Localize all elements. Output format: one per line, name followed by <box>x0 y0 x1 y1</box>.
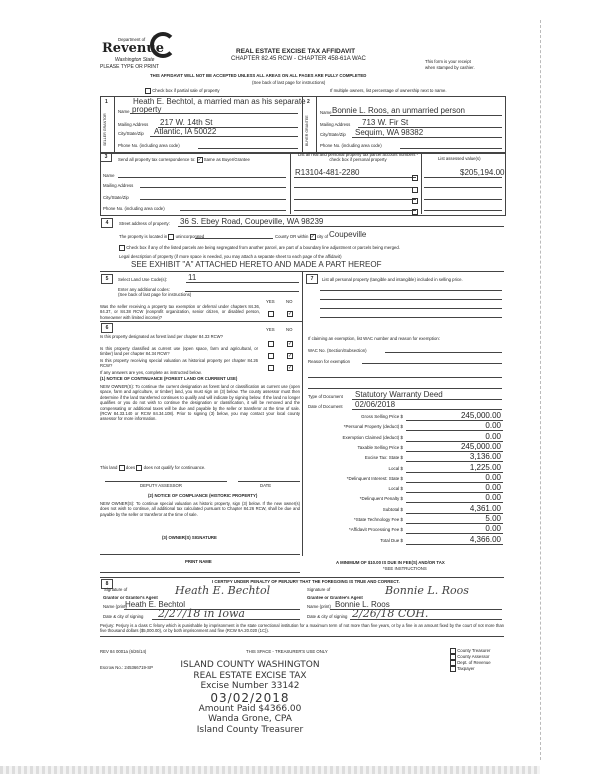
label: Name (print) <box>307 604 331 609</box>
section-number: 4 <box>101 218 113 228</box>
form-title: REAL ESTATE EXCISE TAX AFFIDAVIT <box>236 48 356 55</box>
stamp-line: Island County Treasurer <box>196 724 304 735</box>
line <box>294 187 416 188</box>
line <box>352 137 502 138</box>
seller-mailing-address[interactable]: 217 W. 14th St <box>160 118 213 127</box>
label: Check box if any of the listed parcels are being segregated from another parcel, are part of a boundary line adjustment or parcels being merged. <box>126 245 400 251</box>
fee-label: *Personal Property (deduct) $ <box>343 424 403 430</box>
notice-2-title: (2) NOTICE OF COMPLIANCE (HISTORIC PROPERTY) <box>148 493 258 498</box>
label: Same as Buyer/Grantee <box>203 157 250 163</box>
line <box>100 321 302 322</box>
owner-signature-label: (3) OWNER(S) SIGNATURE <box>162 535 217 540</box>
label: Type of Document <box>308 394 343 399</box>
label: If any answers are yes, complete as instructed below. <box>100 370 202 375</box>
seller-city-state-zip[interactable]: Atlantic, IA 50022 <box>154 127 217 136</box>
land-use-code[interactable]: 11 <box>188 273 197 282</box>
label: If claiming an exemption, list WAC number and reason for exemption: <box>308 336 440 341</box>
revenue-logo-icon <box>150 32 176 58</box>
owner-signature-field[interactable] <box>100 554 300 555</box>
section-number: 2 <box>307 99 310 105</box>
line <box>330 115 502 116</box>
certification: I CERTIFY UNDER PENALTY OF PERJURY THAT THE FOREGOING IS TRUE AND CORRECT. <box>212 579 400 584</box>
print-name-label: PRINT NAME <box>185 559 212 564</box>
parcel-header: List all real and personal property tax parcel account numbers - check box if personal property <box>297 152 419 162</box>
fee-value[interactable]: 4,361.00 <box>469 503 501 513</box>
stamp-line: REAL ESTATE EXCISE TAX <box>193 670 307 681</box>
personal-property-line[interactable] <box>320 308 502 309</box>
copy-label: County Assessor <box>457 654 490 660</box>
logo-department: Department of <box>118 37 146 42</box>
segregated-row <box>119 245 400 251</box>
line <box>186 282 299 283</box>
notice-2-text: NEW OWNER(S): To continue special valuation as historic property, sign (3) below. If the new owner(s) does not wish to continue, all additional tax calculated pursuant to Chapter 84.26 RCW, shall be due and payable by the seller or transferor at the time of sale. <box>100 501 300 517</box>
section-number: 7 <box>306 274 318 284</box>
fee-value[interactable]: 0.00 <box>485 524 501 534</box>
line <box>294 199 416 200</box>
fee-label: Local $ <box>388 465 403 471</box>
label: Grantee or Grantee's Agent <box>307 595 363 600</box>
correspondence-mail-field[interactable] <box>140 187 286 188</box>
buyer-name[interactable]: Bonnie L. Roos, an unmarried person <box>332 106 465 115</box>
label: Reason for exemption <box>308 359 351 364</box>
line <box>294 177 416 178</box>
line <box>294 210 416 211</box>
partial-sale-row <box>145 88 220 94</box>
sec6-question: Is this property designated as forest land per chapter 84.33 RCW? <box>100 334 223 339</box>
line <box>152 619 300 620</box>
label: County OR within <box>275 234 309 240</box>
divider <box>316 96 317 152</box>
segregated-checkbox[interactable] <box>119 245 125 251</box>
label: Street address of property: <box>119 221 170 226</box>
label: YES <box>266 327 275 332</box>
label: does not qualify for continuance. <box>143 465 206 471</box>
label: YES <box>266 299 275 304</box>
personal-property-line[interactable] <box>320 317 502 318</box>
label: Date & city of signing <box>103 614 144 619</box>
logo-revenue: Revenue <box>102 41 165 56</box>
copy-label: Taxpayer <box>457 666 475 672</box>
deputy-assessor-signature[interactable] <box>105 481 227 482</box>
fee-value[interactable]: 0.00 <box>485 472 501 482</box>
additional-codes-field[interactable] <box>185 291 299 292</box>
print-name-field[interactable] <box>100 572 300 573</box>
see-instructions-note: *SEE INSTRUCTIONS <box>383 566 427 571</box>
city-row <box>275 234 328 240</box>
fee-label: *Delinquent Interest: State $ <box>346 475 403 481</box>
label: DATE <box>260 483 272 488</box>
fee-label: Subtotal $ <box>382 506 403 512</box>
no-checkbox[interactable]: ✓ <box>288 310 293 317</box>
label: Legal description of property (if more space is needed, you may attach a separate sheet to each page of the affidavit) <box>119 254 342 259</box>
wac-number-field[interactable] <box>385 352 502 353</box>
assessed-value-header: List assessed value(s) <box>438 156 481 161</box>
no-checkbox[interactable]: ✓ <box>288 340 293 347</box>
scan-edge <box>540 20 541 760</box>
property-city[interactable]: Coupeville <box>329 230 367 239</box>
label: Name <box>118 109 130 114</box>
legal-description[interactable]: SEE EXHIBIT "A" ATTACHED HERETO AND MADE A PART HEREOF <box>131 260 382 269</box>
seller-name-line1[interactable]: Heath E. Bechtol, a married man as his separate <box>133 97 306 106</box>
grantee-print-name[interactable]: Bonnie L. Roos <box>335 600 390 609</box>
treasurer-stamp <box>170 660 330 735</box>
label: City/State/Zip <box>320 132 346 137</box>
fee-value[interactable]: 245,000.00 <box>460 411 501 420</box>
no-checkbox[interactable]: ✓ <box>288 364 293 371</box>
label: NO <box>286 299 293 304</box>
treasurer-use-label: THIS SPACE - TREASURER'S USE ONLY <box>246 649 328 654</box>
form-subtitle: CHAPTER 82.45 RCW - CHAPTER 458-61A WAC <box>231 56 366 62</box>
line <box>178 226 504 227</box>
copy-label: County Treasurer <box>457 648 491 654</box>
receipt-note-2: when stamped by cashier. <box>425 65 475 70</box>
fee-label: Exemption Claimed (deduct) $ <box>342 434 403 440</box>
does-not-checkbox[interactable] <box>136 465 142 471</box>
stamp-line: Wanda Grone, CPA <box>208 714 292 724</box>
grantee-signature[interactable]: Bonnie L. Roos <box>385 584 469 597</box>
fee-value[interactable]: 245,000.00 <box>460 441 501 451</box>
label: City/State/Zip <box>118 131 144 136</box>
escrow-number: Escrow No.: 245366719-SP <box>100 665 154 670</box>
grantor-date-city[interactable]: 2/27/18 in Iowa <box>158 607 245 620</box>
same-as-buyer-checkbox[interactable]: ✓ <box>197 157 202 163</box>
line <box>424 187 502 188</box>
does-checkbox[interactable] <box>119 465 125 471</box>
document-type[interactable]: Statutory Warranty Deed <box>355 390 443 399</box>
divider <box>421 152 422 214</box>
grantee-date-city[interactable]: 2/26/18 COH. <box>352 607 429 620</box>
line <box>352 409 502 410</box>
label: Signature of <box>307 587 331 592</box>
copy-checkbox-row[interactable] <box>450 666 475 672</box>
label: WAC No. (Section/Subsection) <box>308 348 367 353</box>
assessed-value[interactable]: $205,194.00 <box>460 168 505 177</box>
label: Date of Document <box>308 404 343 409</box>
section-number: 1 <box>105 99 108 105</box>
correspondence-name-field[interactable] <box>118 177 286 178</box>
line <box>308 377 502 378</box>
line <box>100 577 504 578</box>
line <box>424 210 502 211</box>
fee-label: *Affidavit Processing Fee $ <box>349 527 403 533</box>
fee-value[interactable]: 0.00 <box>485 431 501 441</box>
exemption-reason-field[interactable] <box>362 363 502 364</box>
line <box>308 388 502 389</box>
fee-value[interactable]: 0.00 <box>485 483 501 493</box>
label: This land <box>100 465 118 471</box>
label: (See back of last page for instructions) <box>118 292 192 297</box>
label: NO <box>286 327 293 332</box>
label: Enter any additional codes: <box>118 287 170 292</box>
stamp-line: Excise Number 33142 <box>200 681 300 691</box>
partial-sale-checkbox[interactable] <box>145 88 151 94</box>
fee-value[interactable]: 0.00 <box>485 493 501 503</box>
fee-label: *State Technology Fee $ <box>354 517 403 522</box>
fee-value[interactable]: 3,136.00 <box>469 452 501 462</box>
exemption-question: Was the seller receiving a property tax exemption or deferral under chapters 84.36, 84.37, or 84.38 RCW (nonprofit organization, senior citizen, or disabled person, homeowner with limited income)? <box>100 304 260 320</box>
perjury-notice: Perjury: Perjury is a class C felony which is punishable by imprisonment in the state correctional institution for a maximum term of not more than five years, or by a fine in an amount fixed by the court of not more than five thousand dollars ($5,000.00), or by both imprisonment and fine (RCW 9A.20.020 (1C)). <box>100 623 504 634</box>
yes-checkbox[interactable] <box>268 359 274 377</box>
fee-label: Local $ <box>388 486 403 492</box>
correspondence-city-field[interactable] <box>140 199 286 200</box>
section-number: 3 <box>100 152 112 162</box>
send-correspondence-row <box>118 157 250 163</box>
divider <box>114 96 115 152</box>
grantor-print-name[interactable]: Heath E. Bechtol <box>125 600 186 609</box>
personal-property-checkbox[interactable] <box>412 203 418 221</box>
logo-state: Washington State <box>115 57 155 63</box>
divider <box>302 271 303 556</box>
county-field[interactable] <box>195 238 273 239</box>
section-number: 6 <box>101 323 113 333</box>
minimum-due-note: A MINIMUM OF $10.00 IS DUE IN FEE(S) AND/OR TAX <box>336 560 445 565</box>
completion-notice: THIS AFFIDAVIT WILL NOT BE ACCEPTED UNLESS ALL AREAS ON ALL PAGES ARE FULLY COMPLETED <box>150 73 367 78</box>
line <box>350 619 502 620</box>
city-checkbox[interactable]: ✓ <box>310 234 315 240</box>
label: City/State/Zip <box>103 195 129 200</box>
buyer-side-label: BUYER GRANTEE <box>305 115 309 146</box>
label: Select Land Use Code(s): <box>118 277 168 282</box>
sec6-question: Is this property classified as current use (open space, farm and agricultural, or timber) land per chapter 84.34 RCW? <box>100 346 258 357</box>
label: Phone No. (including area code) <box>118 143 180 148</box>
receipt-note-1: This form is your receipt <box>425 59 471 64</box>
buyer-mailing-address[interactable]: 713 W. Fir St <box>362 118 409 127</box>
label: Name <box>103 173 115 178</box>
personal-property-line[interactable] <box>320 290 502 291</box>
line <box>424 177 502 178</box>
label: Name (print) <box>103 604 127 609</box>
stamp-date: 03/02/2018 <box>210 690 290 705</box>
seller-name-line2[interactable]: property <box>132 105 162 114</box>
stamp-line: ISLAND COUNTY WASHINGTON <box>180 660 320 670</box>
please-type: PLEASE TYPE OR PRINT <box>100 64 160 70</box>
multiple-owners-note: If multiple owners, list percentage of ownership next to name. <box>330 88 447 93</box>
fee-value[interactable]: 1,225.00 <box>469 462 501 472</box>
document-date[interactable]: 02/06/2018 <box>355 400 396 409</box>
label: Mailing Address <box>118 122 149 127</box>
buyer-city-state-zip[interactable]: Sequim, WA 98382 <box>355 128 424 137</box>
label: Mailing Address <box>320 122 351 127</box>
stamp-amount: Amount Paid $4366.00 <box>198 703 302 714</box>
buyer-phone-field[interactable] <box>400 148 502 149</box>
no-checkbox[interactable]: ✓ <box>288 352 293 359</box>
fee-label: Taxable Selling Price $ <box>357 444 403 450</box>
correspondence-phone-field[interactable] <box>180 210 286 211</box>
label: Grantor or Grantor's Agent <box>103 595 158 600</box>
property-street-address[interactable]: 36 S. Ebey Road, Coupeville, WA 98239 <box>180 217 324 226</box>
label: Signature of <box>104 587 128 592</box>
continuance-row <box>100 465 205 471</box>
grantor-signature[interactable]: Heath E. Bechtol <box>175 584 271 597</box>
fee-label: Excise Tax: State $ <box>364 455 403 461</box>
fee-value[interactable]: 0.00 <box>485 421 501 431</box>
label: DEPUTY ASSESSOR <box>140 483 182 488</box>
see-back-note: (See back of last page for instructions) <box>252 80 326 85</box>
fee-label: *Delinquent Penalty $ <box>359 496 403 502</box>
line <box>130 113 298 114</box>
located-row <box>119 234 204 240</box>
assessor-date-field[interactable] <box>238 481 300 482</box>
fee-label: Gross Selling Price $ <box>360 414 403 419</box>
label: unincorporated <box>175 234 205 240</box>
label: Mailing Address <box>103 183 134 188</box>
seller-side-label: SELLER GRANTOR <box>103 113 107 146</box>
line <box>406 544 503 545</box>
notice-1-text: NEW OWNER(S): To continue the current designation as forest land or classification as current use (open space, farm and agriculture, or timber) land, you must sign on (3) below. The county assessor must then determine if the land transferred continues to qualify and will indicate by signing below. If the land no longer qualifies or you do not wish to continue the designation or classification, it will be removed and the compensating or additional taxes will be due and payable by the seller or transferor at the time of sale. (RCW 84.33.140 or RCW 84.34.108). Prior to signing (3) below, you may contact your local county assessor for more information. <box>100 384 300 422</box>
notice-1-title: (1) NOTICE OF CONTINUANCE (FOREST LAND OR CURRENT USE) <box>100 376 238 381</box>
line <box>150 136 298 137</box>
copy-label: Dept. of Revenue <box>457 660 491 666</box>
label: city of <box>316 234 329 240</box>
line <box>424 199 502 200</box>
label: Phone No. (including area code) <box>320 143 382 148</box>
section-number: 8 <box>101 579 113 589</box>
label: List all personal property (tangible and intangible) included in selling price. <box>322 277 463 282</box>
fee-label: Total Due $ <box>380 537 403 543</box>
label: Name <box>320 110 332 115</box>
fee-value[interactable]: 5.00 <box>485 514 501 523</box>
label: Date & city of signing <box>307 614 348 619</box>
label: The property is located in <box>119 234 168 240</box>
label: does <box>125 465 136 471</box>
unincorporated-checkbox[interactable] <box>168 234 174 240</box>
personal-property-line[interactable] <box>320 299 502 300</box>
seller-phone-field[interactable] <box>198 148 298 149</box>
parcel-number[interactable]: R13104-481-2280 <box>295 168 360 177</box>
divider <box>290 152 291 214</box>
form-revision: REV 84 0001a (6/26/14) <box>100 649 147 654</box>
fee-value[interactable]: 4,366.00 <box>469 534 501 544</box>
section-number: 5 <box>101 274 113 284</box>
label: Phone No. (including area code) <box>103 206 165 211</box>
sec6-question: Is this property receiving special valuation as historical property per chapter 84.26 RCW? <box>100 358 258 369</box>
scan-bottom-strip <box>0 766 540 774</box>
line <box>100 636 504 637</box>
label: Send all property tax correspondence to: <box>118 157 196 163</box>
partial-sale-label: Check box if partial sale of property <box>152 88 220 94</box>
